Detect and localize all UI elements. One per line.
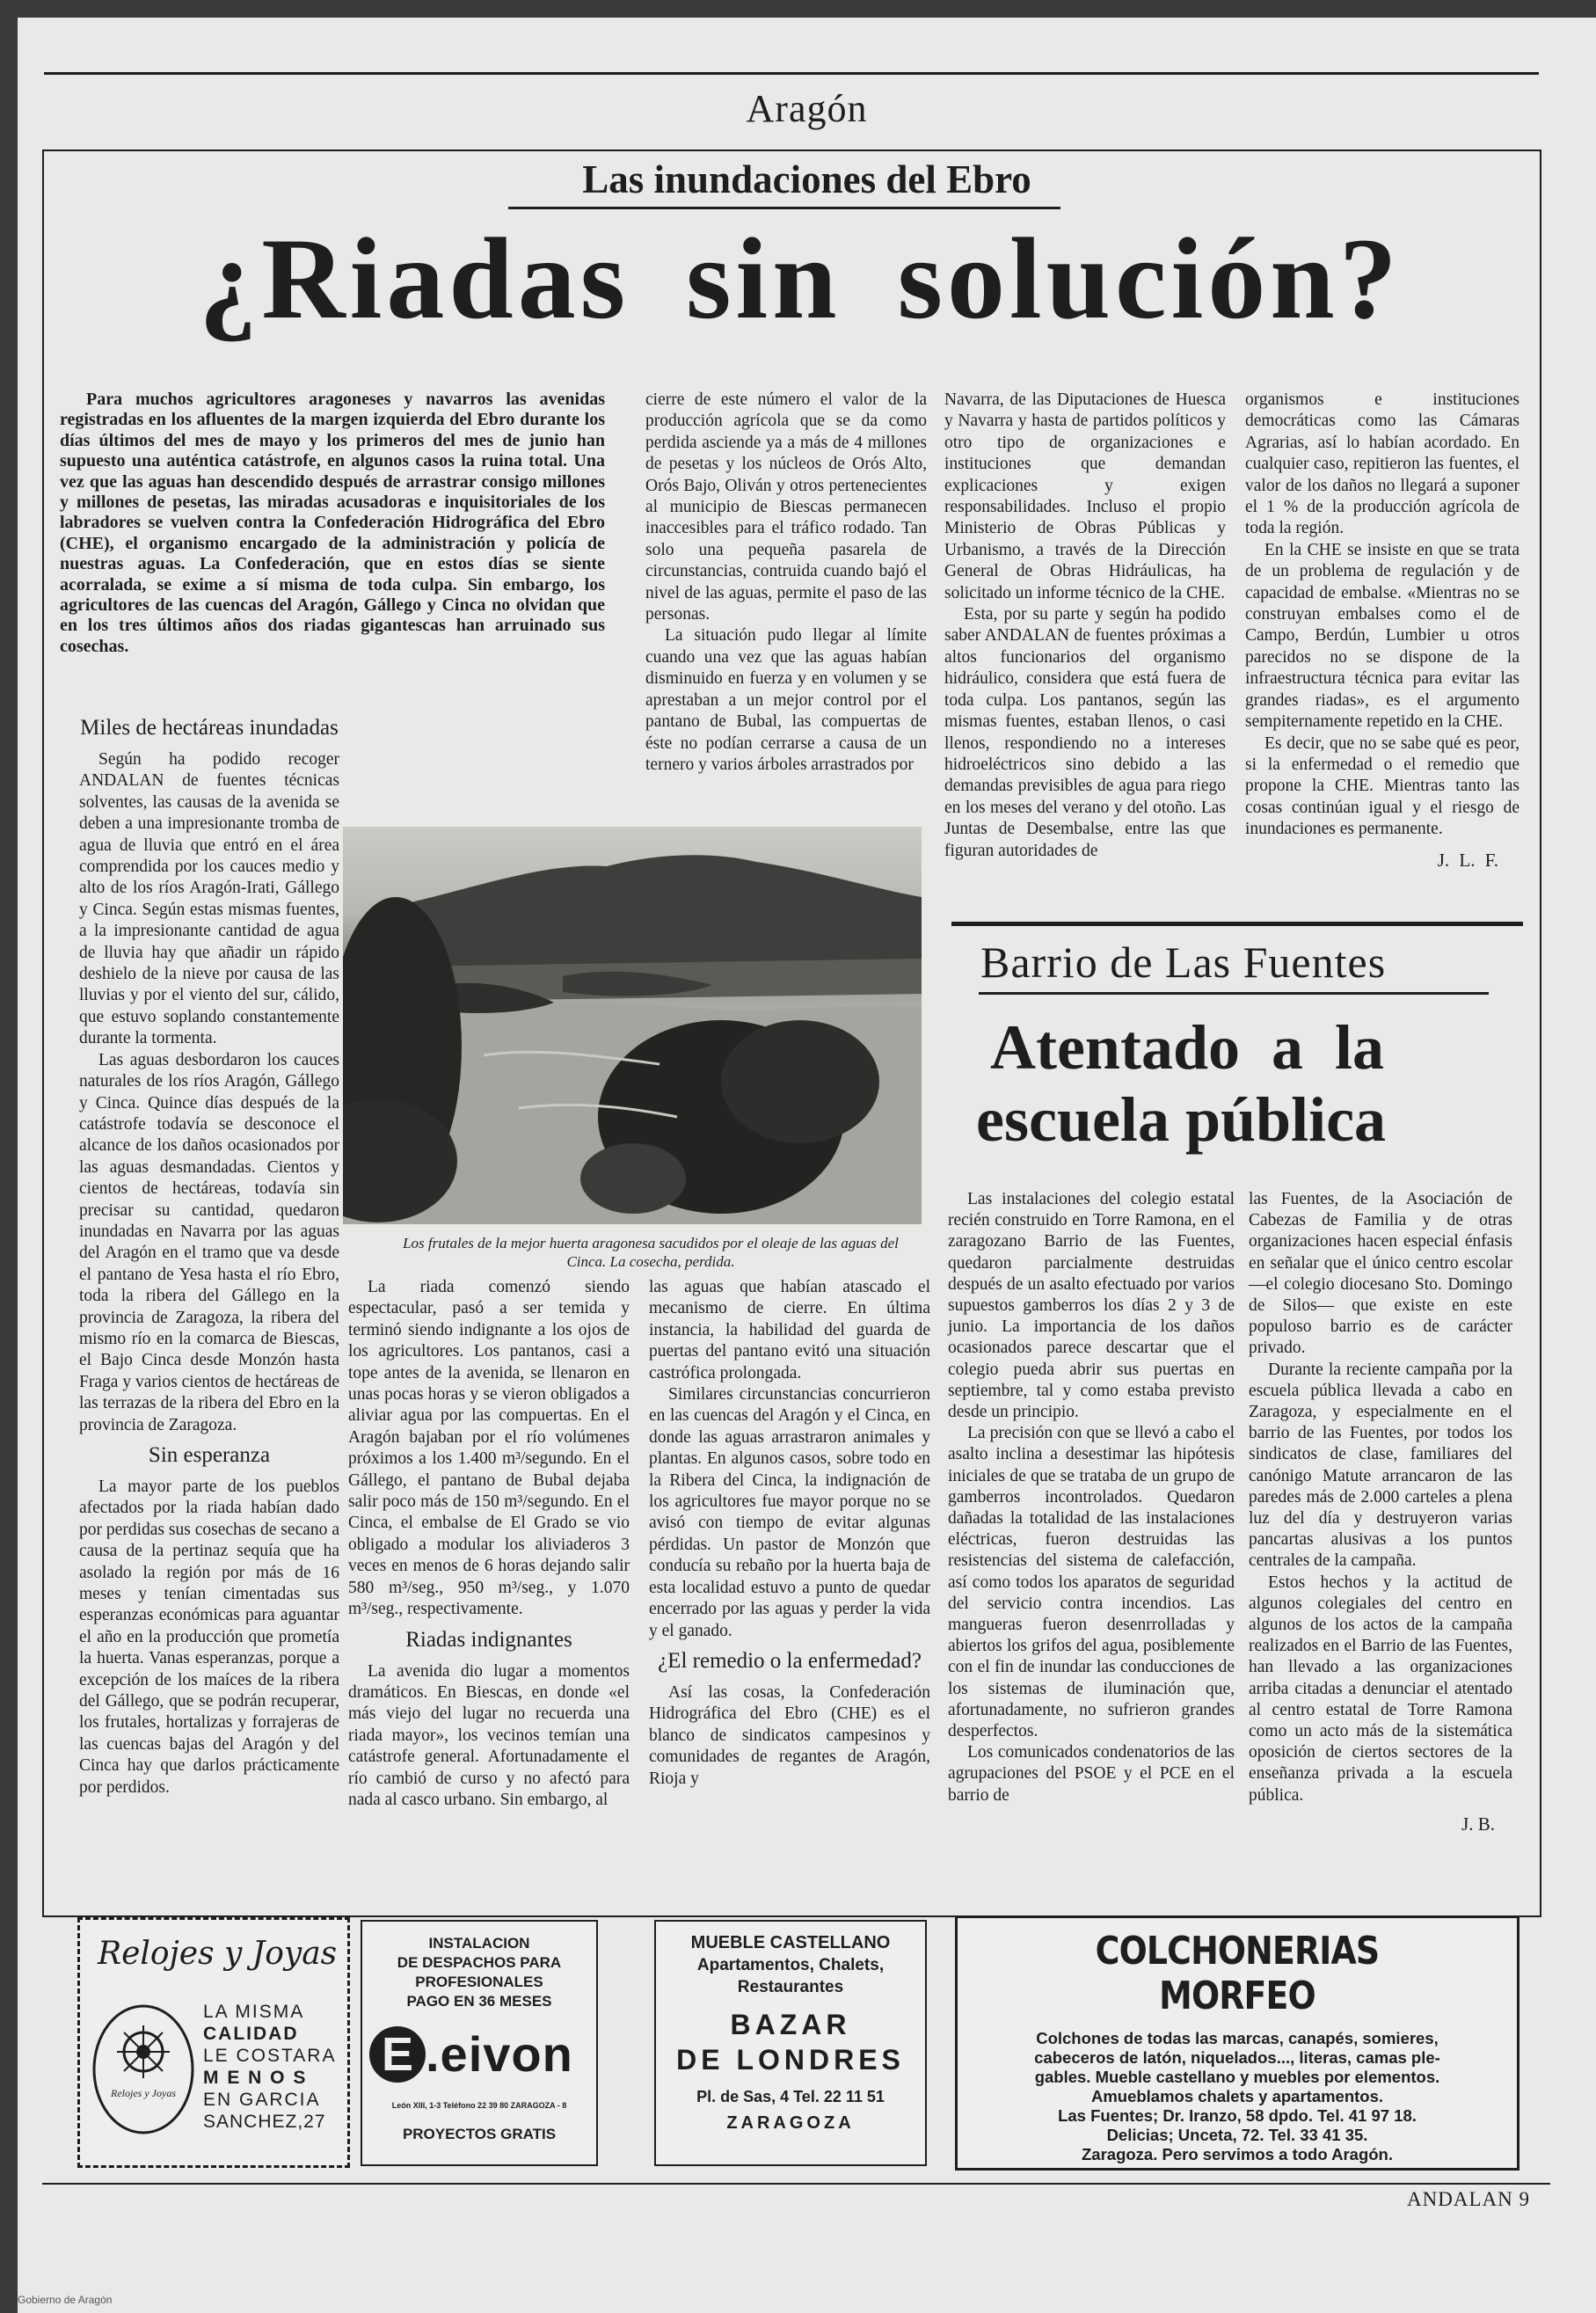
column-3-top: [645, 390, 927, 776]
subhead-remedio: ¿El remedio o la enfermedad?: [658, 1648, 922, 1673]
paragraph: La precisión con que se llevó a cabo el asalto inclina a desestimar las hipótesis iniciales de que se trataba de un grupo de gamberros incontrolados. Quedaron dañadas la totalidad de las instalaciones eléctricas, fueron destruidas las resistencias del sistema de calefacción, así como todos los aparatos de seguridad del servicio contra incendios. Las mangueras fueron desenrrolladas y abiertos los grifos del agua, posiblemente con el fin de inundar las conducciones de los sistemas de iluminación que, afortunadamente, no sufrieron grandes desperfectos.: [948, 1424, 1235, 1741]
morfeo-copy: [975, 2029, 1499, 2164]
bazar-copy: [656, 1932, 925, 1998]
kicker-underline: [508, 207, 1060, 209]
morfeo-line: Delicias; Unceta, 72. Tel. 33 41 35.: [1106, 2126, 1368, 2144]
page-folio: ANDALAN 9: [1407, 2188, 1530, 2210]
second-headline-1: Atentado a la: [990, 1012, 1384, 1083]
morfeo-line: gables. Mueble castellano y muebles por elementos.: [1034, 2068, 1440, 2086]
paragraph: Es decir, que no se sabe qué es peor, si la enfermedad o el remedio que propone la CHE. Mientras tanto las cosas continúan igual y el riesgo de inundaciones es permanente.: [1245, 733, 1519, 839]
bazar-line: MUEBLE CASTELLANO: [690, 1933, 891, 1952]
eivon-logo: [369, 2025, 589, 2096]
second-article-rule: [951, 922, 1523, 926]
second-headline-2: escuela pública: [976, 1084, 1387, 1155]
relojes-seal-icon: [91, 2003, 196, 2135]
paragraph: Navarra, de las Diputaciones de Huesca y Navarra y hasta de partidos políticos y otro tipo de organizaciones e instituciones que demandan explicaciones y exigen responsabilidades. Incluso el propio Ministerio de Obras Públicas y Urbanismo, a través de la Dirección General de Obras Hidráulicas, ha solicitado un informe técnico de la CHE.: [944, 390, 1226, 602]
section-label: Aragón: [746, 87, 868, 130]
bazar-line: Apartamentos, Chalets,: [696, 1956, 885, 1974]
eivon-line: DE DESPACHOS PARA: [397, 1954, 562, 1971]
signature-jb: J. B.: [1461, 1813, 1495, 1835]
eivon-address: León XIII, 1-3 Teléfono 22 39 80 ZARAGOZA - 8: [391, 2101, 567, 2110]
paragraph: las Fuentes, de la Asociación de Cabezas de Familia y de otras organizaciones hacen especial énfasis en señalar que el único centro escolar —el colegio diocesano Sto. Domingo de Silos— que existe en este populoso barrio es de carácter privado.: [1249, 1190, 1512, 1358]
column-4: [944, 390, 1226, 862]
eivon-copy: [362, 1934, 596, 2011]
paragraph: La riada comenzó siendo espectacular, pasó a ser temida y terminó siendo indignante a los ojos de los agricultores. Los pantanos, casi a tope antes de la avenida, se llenaron en unas pocas horas y se vieron obligados a aliviar agua por las compuertas. En el Aragón bajaban por el río volúmenes próximos a los 1.400 m³/segundo. En el Gállego, el pantano de Bubal dejaba salir poco más de 150 m³/segundo. En el Cinca, el embalse de El Grado se vio obligado a modular los aliviaderos 3 veces en menos de 6 horas dejando salir 580 m³/seg., 950 m³/seg., y 1.070 m³/seg., respectivamente.: [348, 1278, 630, 1619]
relojes-line: LE COSTARA: [203, 2046, 337, 2066]
eivon-logo-name: .eivon: [426, 2026, 573, 2082]
flood-photo: [343, 827, 922, 1224]
paragraph: organismos e instituciones democráticas como las Cámaras Agrarias, así lo habían acordado. En cualquier caso, repitieron las fuentes, el valor de los daños no llegará a suponer el 1 % de la producción agrícola de toda la región.: [1245, 390, 1519, 538]
bazar-name-line: DE LONDRES: [676, 2044, 905, 2076]
second-article-kicker: Barrio de Las Fuentes: [980, 938, 1387, 987]
second-kicker-underline: [979, 992, 1489, 995]
paragraph: Así las cosas, la Confederación Hidrográfica del Ebro (CHE) es el blanco de sindicatos campesinos y comunidades de regantes de Aragón, Rioja y: [649, 1682, 930, 1788]
paragraph: Las aguas desbordaron los cauces naturales de los ríos Aragón, Gállego y Cinca. Quince días después de la catástrofe todavía se desconoce el alcance de los daños ocasionados por las aguas desmandadas. Cientos y cientos de hectáreas, todavía sin precisar su cantidad, quedaron inundadas en Navarra por las aguas del Aragón en el tramo que va desde el pantano de Yesa hasta el río Ebro, toda la ribera del Gállego en la provincia de Zaragoza, la ribera del mismo río en la comarca de Biescas, el Bajo Cinca desde Monzón hasta Fraga y varios cientos de hectáreas de las terrazas de la ribera del Ebro en la provincia de Zaragoza.: [79, 1050, 339, 1434]
headline: ¿Riadas sin solución?: [199, 214, 1402, 343]
morfeo-line: Zaragoza. Pero servimos a todo Aragón.: [1082, 2145, 1393, 2163]
ad-eivon: [361, 1920, 598, 2166]
column-2: [348, 1277, 630, 1811]
paragraph: La avenida dio lugar a momentos dramáticos. En Biescas, en donde «el más viejo del lugar no recuerda una riada mayor», los vecinos temían una catástrofe general. Afortunadamente el río cambió de curso y no afectó para nada al casco urbano. Sin embargo, al: [348, 1661, 630, 1809]
eivon-line: PROFESIONALES: [415, 1974, 543, 1990]
paragraph: Estos hechos y la actitud de algunos colegiales del centro en algunos de los actos de la campaña realizados en el Barrio de las Fuentes, han llevado a las organizaciones arriba citadas a denunciar el atentado al centro estatal de Torre Ramona como un acto más de la sistemática oposición de ciertos sectores de la enseñanza privada a la escuela pública.: [1249, 1572, 1512, 1805]
eivon-footer: PROYECTOS GRATIS: [402, 2126, 557, 2142]
kicker: Las inundaciones del Ebro: [582, 157, 1031, 201]
top-rule: [44, 72, 1539, 75]
morfeo-line: Amueblamos chalets y apartamentos.: [1090, 2087, 1384, 2105]
photo-caption: Los frutales de la mejor huerta aragonesa sacudidos por el oleaje de las aguas del Cinca. La cosecha, perdida.: [403, 1235, 899, 1270]
second-column-a: [948, 1189, 1235, 1806]
column-1: [79, 716, 339, 1799]
second-column-b: [1249, 1189, 1512, 1835]
bazar-name-line: BAZAR: [730, 2009, 851, 2040]
paragraph: En la CHE se insiste en que se trata de un problema de regulación y de capacidad de embalse. «Mientras no se construyan embalses como el de Campo, Berdún, Lumbier u otros parecidos no se dispone de la infraestructura técnica para evitar las grandes riadas», es el argumento sempiternamente repetido en la CHE.: [1245, 540, 1519, 732]
bazar-line: Restaurantes: [737, 1978, 844, 1996]
paragraph: Esta, por su parte y según ha podido saber ANDALAN de fuentes próximas a altos funcionarios del organismo hidráulico, considera que está fuera de toda culpa. Los pantanos, según las mismas fuentes, estaban llenos, o casi llenos, respondiendo no a intereses hidroeléctricos sino debido a las demandas previsibles de agua para riego en los meses del verano y del otoño. Las Juntas de Desembalse, entre las que figuran autoridades de: [944, 605, 1226, 860]
bottom-rule: [42, 2183, 1550, 2185]
lead-paragraph: Para muchos agricultores aragoneses y navarros las avenidas registradas en los afluentes de la margen izquierda del Ebro durante los días últimos del mes de mayo y los primeros del mes de junio han supuesto una auténtica catástrofe, en algunos casos la ruina total. Una vez que las aguas han descendido después de arrastrar consigo millones y millones de pesetas, las miradas acusadoras e inquisitoriales de los labradores se vuelven contra la Confederación Hidrográfica del Ebro (CHE), el organismo encargado de la administración y policía de nuestras aguas. La Confederación, que en estos días se siente acorralada, se exime a sí misma de toda culpa. Sin embargo, los agricultores de las cuencas del Aragón, Gállego y Cinca no olvidan que en los tres últimos años dos riadas gigantescas han arruinado sus cosechas.: [60, 390, 605, 656]
subhead-sin-esperanza: Sin esperanza: [148, 1443, 271, 1467]
eivon-logo-letter: E: [369, 2026, 426, 2083]
signature-jlf: J. L. F.: [1437, 849, 1498, 871]
eivon-line: INSTALACION: [428, 1935, 530, 1952]
paragraph: Durante la reciente campaña por la escuela pública llevada a cabo en Zaragoza, y especialmente en el barrio de las Fuentes, por todos los sindicatos de clase, familiares del canónigo Matute arrancaron de las paredes más de 2.000 carteles a plena luz del día y destruyeron varias pancartas alusivas a los puntos centrales de la campaña.: [1249, 1360, 1512, 1571]
bazar-name: [656, 2007, 925, 2077]
paragraph: La mayor parte de los pueblos afectados por la riada habían dado por perdidas sus cosechas de secano a causa de la pertinaz sequía que ha asolado la región por más de 16 meses y tenían cimentadas sus esperanzas económicas para aguantar el año en la producción que prometía la huerta. Vanas esperanzas, porque a excepción de los maíces de la ribera del Gállego, que se podrán recuperar, los frutales, hortalizas y forrajeras de las cuencas bajas del Aragón y del Cinca hay que darlos prácticamente por perdidos.: [79, 1478, 339, 1797]
paragraph: Similares circunstancias concurrieron en las cuencas del Aragón y el Cinca, en donde las aguas arrastraron animales y plantas. En algunos casos, sobre todo en la Ribera del Cinca, la indignación de los agricultores fue mayor porque no se avisó con tiempo de evitar algunas pérdidas. Un pastor de Monzón que conducía su rebaño por la huerta baja de esta localidad estuvo a punto de quedar encerrado por las aguas y perder la vida y el ganado.: [649, 1385, 930, 1640]
bazar-city: ZARAGOZA: [726, 2113, 855, 2133]
subhead-riadas-indignantes: Riadas indignantes: [405, 1627, 572, 1652]
paragraph: Los comunicados condenatorios de las agrupaciones del PSOE y el PCE en el barrio de: [948, 1743, 1235, 1805]
newspaper-page: [18, 18, 1596, 2313]
paragraph: Las instalaciones del colegio estatal recién construido en Torre Ramona, en el zaragozano Barrio de las Fuentes, quedaron parcialmente destruidas después de un asalto efectuado por varios supuestos gamberros los días 2 y 3 de junio. La importancia de los daños ocasionados parece descartar que el colegio pueda abrir sus puertas en septiembre, tal y como estaba previsto desde un principio.: [948, 1190, 1235, 1422]
paragraph: cierre de este número el valor de la producción agrícola que se da como perdida asciende ya a más de 4 millones de pesetas y los núcleos de Orós Alto, Orós Bajo, Oliván y otros pertenecientes al municipio de Biescas permanecen inaccesibles para el tráfico rodado. Tan solo una pequeña pasarela de circunstancias, contruida cuando bajó el nivel de las aguas, permite el paso de las personas.: [645, 390, 927, 624]
bazar-address: Pl. de Sas, 4 Tel. 22 11 51: [696, 2088, 885, 2105]
relojes-line: CALIDAD: [203, 2024, 299, 2044]
ad-bazar-londres: [654, 1920, 927, 2166]
morfeo-line: Las Fuentes; Dr. Iranzo, 58 dpdo. Tel. 41 97 18.: [1058, 2106, 1417, 2125]
relojes-copy: [203, 2001, 336, 2133]
relojes-line: EN GARCIA: [203, 2090, 321, 2110]
archive-note: Gobierno de Aragón: [18, 2294, 113, 2306]
morfeo-name: COLCHONERIAS MORFEO: [1095, 1929, 1380, 2018]
flood-photo-graphic: [343, 827, 922, 1224]
relojes-line: M E N O S: [203, 2068, 308, 2088]
column-5: [1245, 390, 1519, 871]
paragraph: Según ha podido recoger ANDALAN de fuentes técnicas solventes, las causas de la avenida se deben a una impresionante tromba de agua de lluvia que entró en el área comprendida por los cauces medio y alto de los ríos Aragón-Irati, Gállego y Cinca. Según estas mismas fuentes, a la impresionante cantidad de agua de lluvia hay que añadir un rápido deshielo de la nieve por causa de las lluvias y por el viento del sur, cálido, que estuvo soplando constantemente durante la tormenta.: [79, 750, 339, 1048]
relojes-brand: Relojes y Joyas: [98, 1936, 338, 1972]
paragraph: las aguas que habían atascado el mecanismo de cierre. En última instancia, la habilidad del guarda de puertas del pantano evitó una situación castrófica prolongada.: [649, 1278, 930, 1383]
eivon-line: PAGO EN 36 MESES: [406, 1993, 552, 2010]
morfeo-line: Colchones de todas las marcas, canapés, somieres,: [1036, 2029, 1439, 2047]
ad-colchonerias-morfeo: [955, 1915, 1519, 2171]
relojes-seal-text: Relojes y Joyas: [111, 2087, 176, 2099]
morfeo-line: cabeceros de latón, niquelados..., literas, camas ple-: [1034, 2048, 1440, 2067]
relojes-line: LA MISMA: [203, 2002, 305, 2022]
ad-relojes-joyas: [77, 1917, 350, 2168]
column-3-bottom: [649, 1277, 930, 1790]
subhead-hectareas: Miles de hectáreas inundadas: [80, 716, 339, 740]
relojes-line: SANCHEZ,27: [203, 2112, 326, 2132]
paragraph: La situación pudo llegar al límite cuando una vez que las aguas habían disminuido en fuerza y en volumen y se aprestaban a un mejor control por el pantano de Bubal, las compuertas de éste no podían cerrarse a causa de un ternero y varios árboles arrastrados por: [645, 626, 927, 774]
